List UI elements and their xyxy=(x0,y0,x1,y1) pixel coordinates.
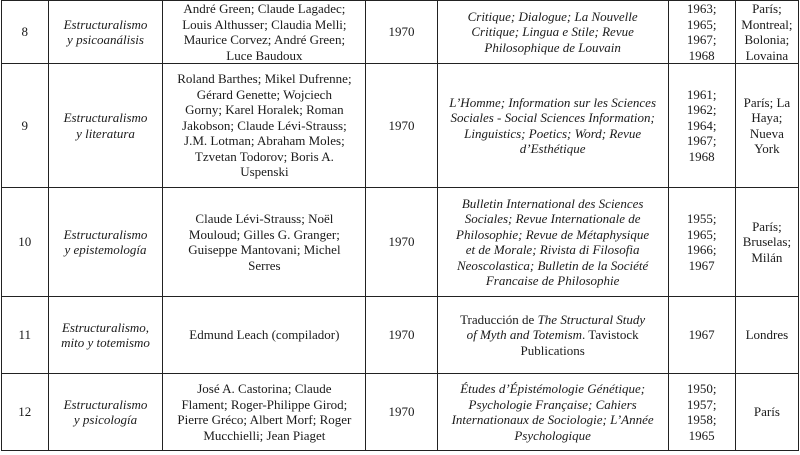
table-row xyxy=(2,374,799,451)
year-cell: 1970 xyxy=(366,64,437,188)
cities-cell: Londres xyxy=(735,297,798,374)
table-row xyxy=(2,1,799,64)
row-number: 9 xyxy=(2,64,49,188)
authors-cell: Claude Lévi-Strauss; Noël Mouloud; Gilles G. Granger; Guiseppe Mantovani; Michel Serres xyxy=(163,188,366,297)
row-number: 8 xyxy=(2,1,49,64)
row-number: 10 xyxy=(2,188,49,297)
row-number: 12 xyxy=(2,374,49,451)
bibliography-table xyxy=(1,0,799,451)
row-number: 11 xyxy=(2,297,49,374)
table-row xyxy=(2,297,799,374)
dates-cell: 1961; 1962; 1964; 1967; 1968 xyxy=(668,64,735,188)
journals-cell: Études d’Épistémologie Génétique; Psychologie Française; Cahiers Internationaux de Sociologie; L’Année Psychologique xyxy=(437,374,668,451)
cities-cell: París; Bruselas; Milán xyxy=(735,188,798,297)
journals-cell: Bulletin International des Sciences Sociales; Revue Internationale de Philosophie; Revue de Métaphysique et de Morale; Rivista di Filosofia Neoscolastica; Bulletin de la Société Francaise de Philosophie xyxy=(437,188,668,297)
authors-cell: André Green; Claude Lagadec; Louis Althusser; Claudia Melli; Maurice Corvez; André Green; Luce Baudoux xyxy=(163,1,366,64)
table-row xyxy=(2,188,799,297)
volume-title: Estructuralismo y psicología xyxy=(48,374,163,451)
dates-cell: 1955; 1965; 1966; 1967 xyxy=(668,188,735,297)
cities-cell: París xyxy=(735,374,798,451)
journals-cell xyxy=(437,297,668,374)
volume-title: Estructuralismo, mito y totemismo xyxy=(48,297,163,374)
cities-cell: París; Montreal; Bolonia; Lovaina xyxy=(735,1,798,64)
volume-title: Estructuralismo y literatura xyxy=(48,64,163,188)
authors-cell: Edmund Leach (compilador) xyxy=(163,297,366,374)
authors-cell: Roland Barthes; Mikel Dufrenne; Gérard Genette; Wojciech Gorny; Karel Horalek; Roman Jakobson; Claude Lévi-Strauss; J.M. Lotman; Abraham Moles; Tzvetan Todorov; Boris A. Uspenski xyxy=(163,64,366,188)
year-cell: 1970 xyxy=(366,374,437,451)
cities-cell: París; La Haya; Nueva York xyxy=(735,64,798,188)
journals-cell: L’Homme; Information sur les Sciences Sociales - Social Sciences Information; Linguistics; Poetics; Word; Revue d’Esthétique xyxy=(437,64,668,188)
year-cell: 1970 xyxy=(366,188,437,297)
journals-prefix: Traducción de xyxy=(460,311,538,327)
table-row xyxy=(2,64,799,188)
journals-italic-title: The Structural Study of Myth and Totemism xyxy=(466,311,646,343)
volume-title: Estructuralismo y psicoanálisis xyxy=(48,1,163,64)
dates-cell: 1967 xyxy=(668,297,735,374)
year-cell: 1970 xyxy=(366,1,437,64)
journals-suffix: . Tavistock Publications xyxy=(520,327,639,358)
year-cell: 1970 xyxy=(366,297,437,374)
journals-cell: Critique; Dialogue; La Nouvelle Critique; Lingua e Stile; Revue Philosophique de Louvain xyxy=(437,1,668,64)
authors-cell: José A. Castorina; Claude Flament; Roger-Philippe Girod; Pierre Gréco; Albert Morf; Roger Mucchielli; Jean Piaget xyxy=(163,374,366,451)
volume-title: Estructuralismo y epistemología xyxy=(48,188,163,297)
dates-cell: 1950; 1957; 1958; 1965 xyxy=(668,374,735,451)
dates-cell: 1963; 1965; 1967; 1968 xyxy=(668,1,735,64)
